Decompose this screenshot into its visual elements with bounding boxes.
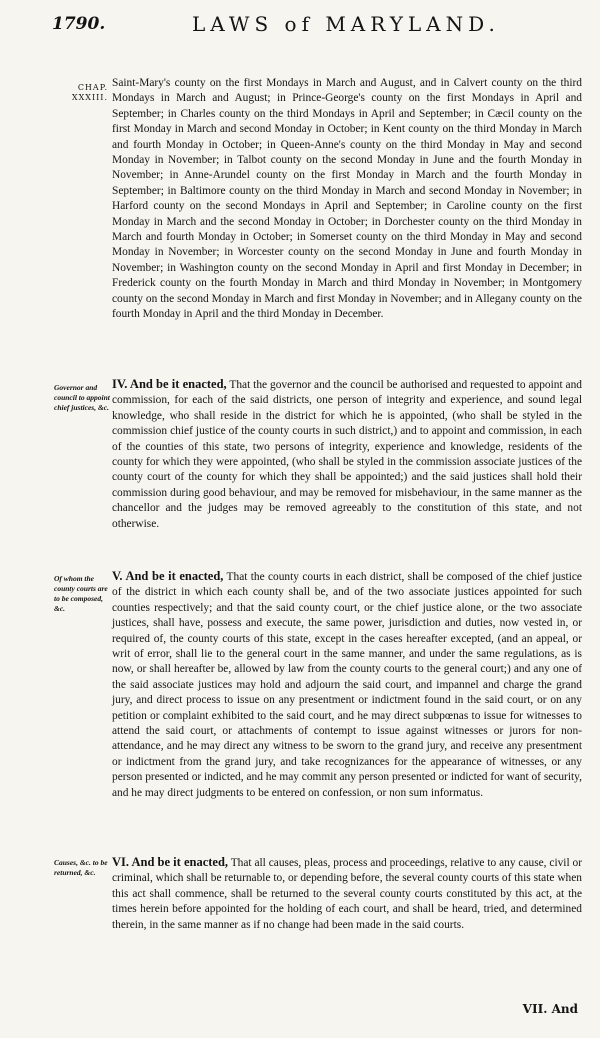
paragraph-text: That all causes, pleas, process and proceedings, relative to any cause, civil or criminal, which shall be returnable to, or depending before, the several county courts of this state when this act shall commence, shall be returned to the several county courts constituted by this act, at the times herein before appointed for the holding of each court, and shall be heard, tried, and determined therein, in the same manner as if no change had been made in the said courts. — [112, 857, 582, 931]
paragraph-section-5 — [112, 569, 582, 801]
paragraph-section-6 — [112, 855, 582, 933]
paragraph-section-4 — [112, 377, 582, 532]
section-lead: VI. And be it enacted, — [112, 855, 229, 869]
chapter-word: CHAP. — [77, 83, 108, 92]
page-year: 1790. — [52, 14, 106, 34]
margin-note-county-courts: Of whom the county courts are to be composed, &c. — [54, 574, 108, 613]
catchword: VII. And — [522, 1002, 578, 1016]
section-lead: V. And be it enacted, — [112, 569, 224, 583]
chapter-number: XXXIII. — [71, 93, 108, 102]
margin-note-causes: Causes, &c. to be returned, &c. — [54, 858, 108, 877]
chapter-label — [52, 83, 108, 103]
paragraph-text: That the county courts in each district, shall be composed of the chief justice of the district in which each county shall be, and of the two associate justices appointed for such counties respectively; and that the said county court, or the chief justice alone, or the two associate justices, shall have, possess and execute, the same power, jurisdiction and duties, now vested in, or required of, the county courts of this state, except in the cases hereafter excepted, (and an appeal, or writ of error, shall lie to the general court in the same manner, and under the same regulations, as is now, or shall hereafter be, allowed by law from the county courts to the general court;) and any one of the said associate justices may hold and adjourn the said court, and impannel and charge the grand jury, and direct process to issue on any presentment or indictment found in the said court, or on any petition or complaint exhibited to the said court, and he may direct subpœnas to issue for witnesses to attend the said court, or attachments of contempt to issue against witnesses or jurors for non-attendance, and he may direct any witness to be sworn to the grand jury, and receive any presentment or indictment from the grand jury, and take recognizances for the appearance of witnesses, or any person presented or indicted, and he may commit any person presented or indicted for want of security, and he may direct judgments to be entered on confession, or non sum informatus. — [112, 571, 582, 799]
page-title: LAWS of MARYLAND. — [192, 12, 500, 36]
margin-note-governor: Governor and council to appoint chief justices, &c. — [54, 383, 110, 412]
paragraph-text: That the governor and the council be authorised and requested to appoint and commission, for each of the said districts, one person of integrity and experience, and sound legal knowledge, who shall reside in the district for which he is appointed, (who shall be styled in the commission chief justice of the county courts in such district,) and to appoint and commission, in each of the counties of this state, two persons of integrity, experience and knowledge, residents of the county for which they were appointed, (who shall be styled in the commission associate justices of the county court of the county for which they shall be appointed;) and the said justices shall hold their commission during good behaviour, and may be removed for misbehaviour, in the same manner as the chancellor and the judges may be removed agreeably to the constitution of this state, and not otherwise. — [112, 379, 582, 530]
paragraph-text: Saint-Mary's county on the first Mondays in March and August, and in Calvert county on the third Mondays in March and August; in Prince-George's county on the first Mondays in April and September; in Charles county on the third Mondays in April and September; in Cæcil county on the first Monday in March and second Monday in October; in Kent county on the third Monday in March and fourth Monday in October; in Queen-Anne's county on the third Monday in May and second Monday in November; in Talbot county on the second Monday in June and the fourth Monday in November; in Anne-Arundel county on the first Monday in March and the fourth Monday in September; in Baltimore county on the third Monday in March and second Monday in November; in Harford county on the second Mondays in April and September; in Caroline county on the first Monday in March and the second Monday in October; in Dorchester county on the third Monday in March and fourth Monday in October; in Somerset county on the third Monday in May and second Monday in November; in Worcester county on the second Monday in June and fourth Monday in November; in Washington county on the second Monday in April and first Monday in December; in Frederick county on the fourth Monday in March and third Monday in November; in Montgomery county on the second Monday in March and first Monday in November; and in Allegany county on the fourth Monday in April and the third Monday in December. — [112, 77, 582, 321]
running-header — [52, 10, 584, 40]
paragraph-section-3 — [112, 76, 582, 323]
section-lead: IV. And be it enacted, — [112, 377, 227, 391]
